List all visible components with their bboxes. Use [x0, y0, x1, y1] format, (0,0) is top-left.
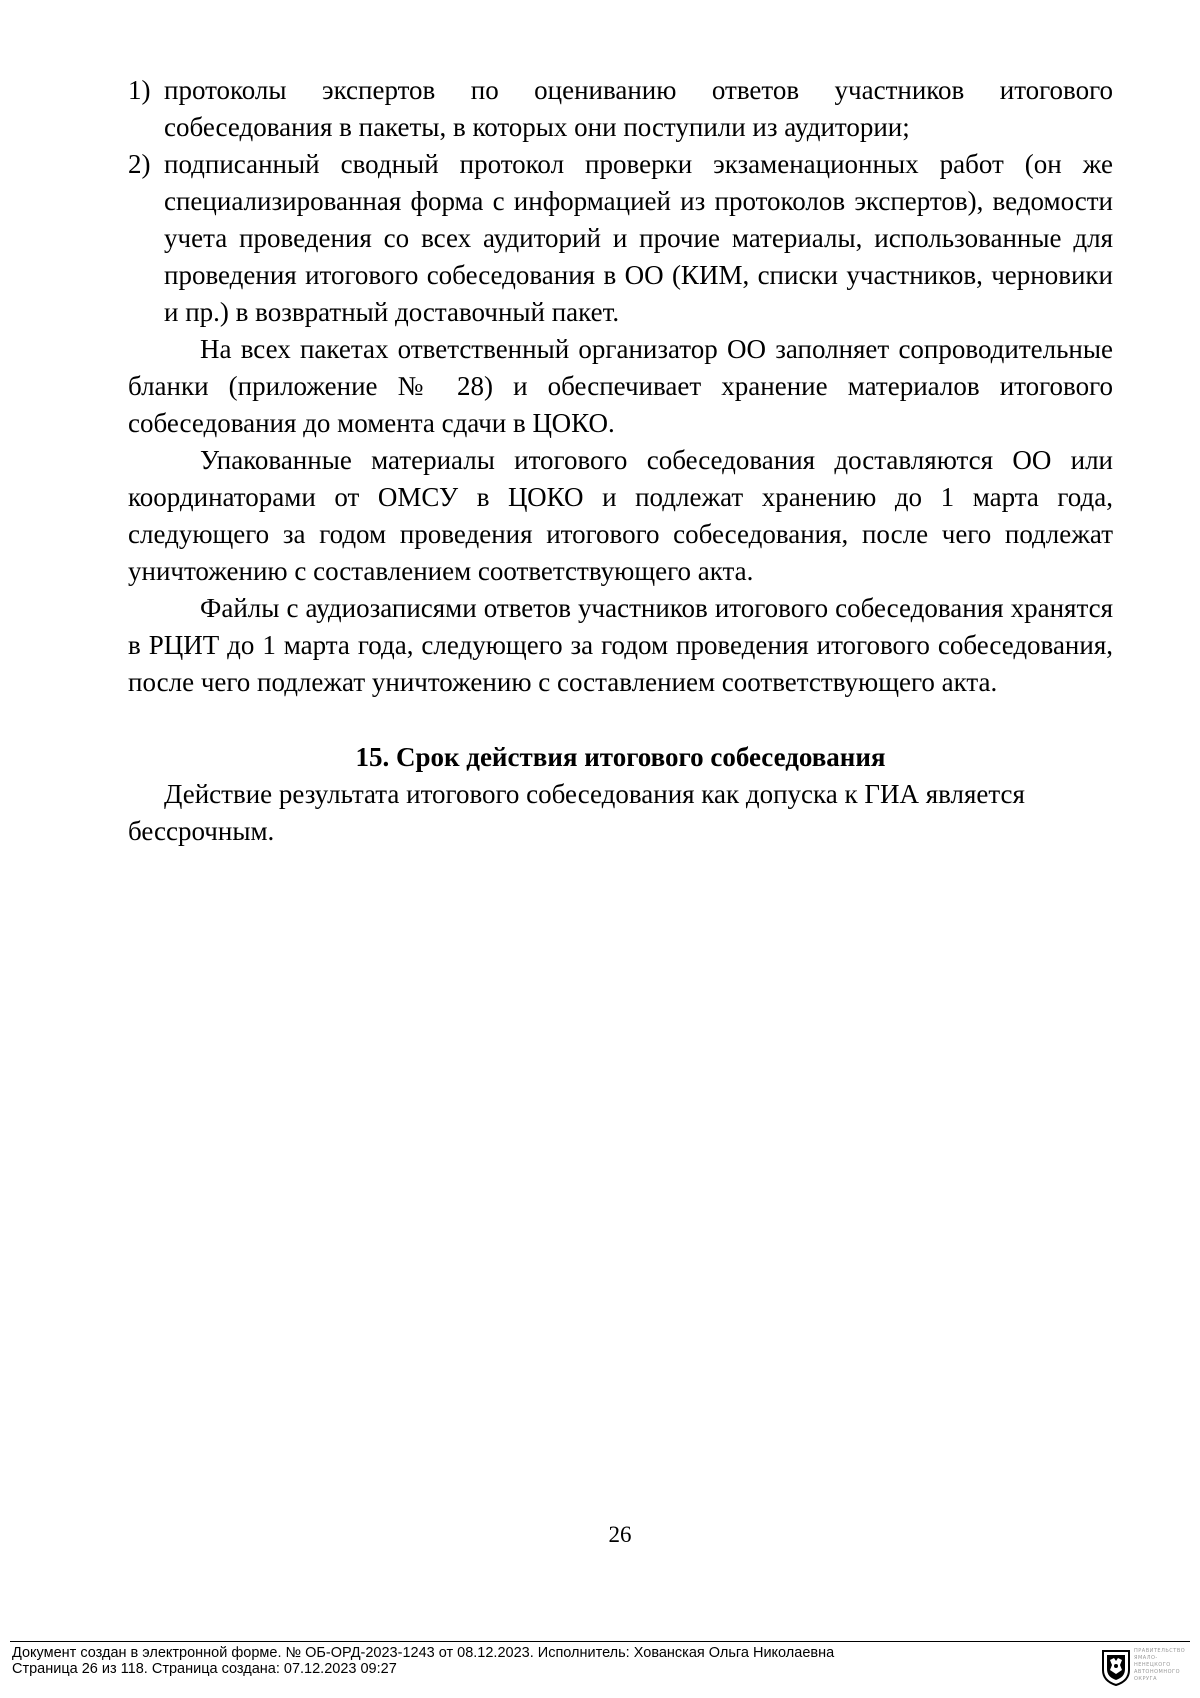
paragraph-packaging: На всех пакетах ответственный организатор ОО заполняет сопроводительные бланки (приложение № 28) и обеспечивает хранение материалов итогового собеседования до момента сдачи в ЦОКО. — [128, 334, 1113, 438]
paragraph-audio-files: Файлы с аудиозаписями ответов участников итогового собеседования хранятся в РЦИТ до 1 марта года, следующего за годом проведения итогового собеседования, после чего подлежат уничтожению с составлением соответствующего акта. — [128, 593, 1113, 697]
section-heading: 15. Срок действия итогового собеседования — [355, 742, 886, 772]
footer-text — [12, 1645, 834, 1677]
page-number: 26 — [608, 1522, 632, 1547]
document-footer — [0, 1641, 1200, 1698]
document-body — [128, 72, 1113, 850]
list-marker: 2) — [128, 149, 151, 179]
list-item — [128, 72, 1113, 146]
list-item-text: протоколы экспертов по оцениванию ответов участников итогового собеседования в пакеты, в которых они поступили из аудитории; — [164, 75, 1113, 142]
list-marker: 1) — [128, 75, 151, 105]
paragraph-storage: Упакованные материалы итогового собеседования доставляются ОО или координаторами от ОМСУ в ЦОКО и подлежат хранению до 1 марта года, следующего за годом проведения итогового собеседования, после чего подлежат уничтожению с составлением соответствующего акта. — [128, 445, 1113, 586]
coat-of-arms-icon — [1100, 1648, 1132, 1686]
list-item-text: подписанный сводный протокол проверки экзаменационных работ (он же специализированная форма с информацией из протоколов экспертов), ведомости учета проведения со всех аудиторий и прочие материалы, использованные для проведения итогового собеседования в ОО (КИМ, списки участников, черновики и пр.) в возвратный доставочный пакет. — [164, 149, 1113, 327]
section-paragraph: Действие результата итогового собеседования как допуска к ГИА является бессрочным. — [128, 779, 1025, 846]
emblem-caption: ПРАВИТЕЛЬСТВО ЯМАЛО-НЕНЕЦКОГО АВТОНОМНОГО ОКРУГА — [1134, 1648, 1186, 1682]
footer-line-document-info: Документ создан в электронной форме. № ОБ-ОРД-2023-1243 от 08.12.2023. Исполнитель: Хованская Ольга Николаевна — [12, 1645, 835, 1661]
footer-divider — [10, 1641, 1190, 1642]
footer-line-page-info: Страница 26 из 118. Страница создана: 07.12.2023 09:27 — [12, 1661, 397, 1677]
list-item — [128, 146, 1113, 331]
